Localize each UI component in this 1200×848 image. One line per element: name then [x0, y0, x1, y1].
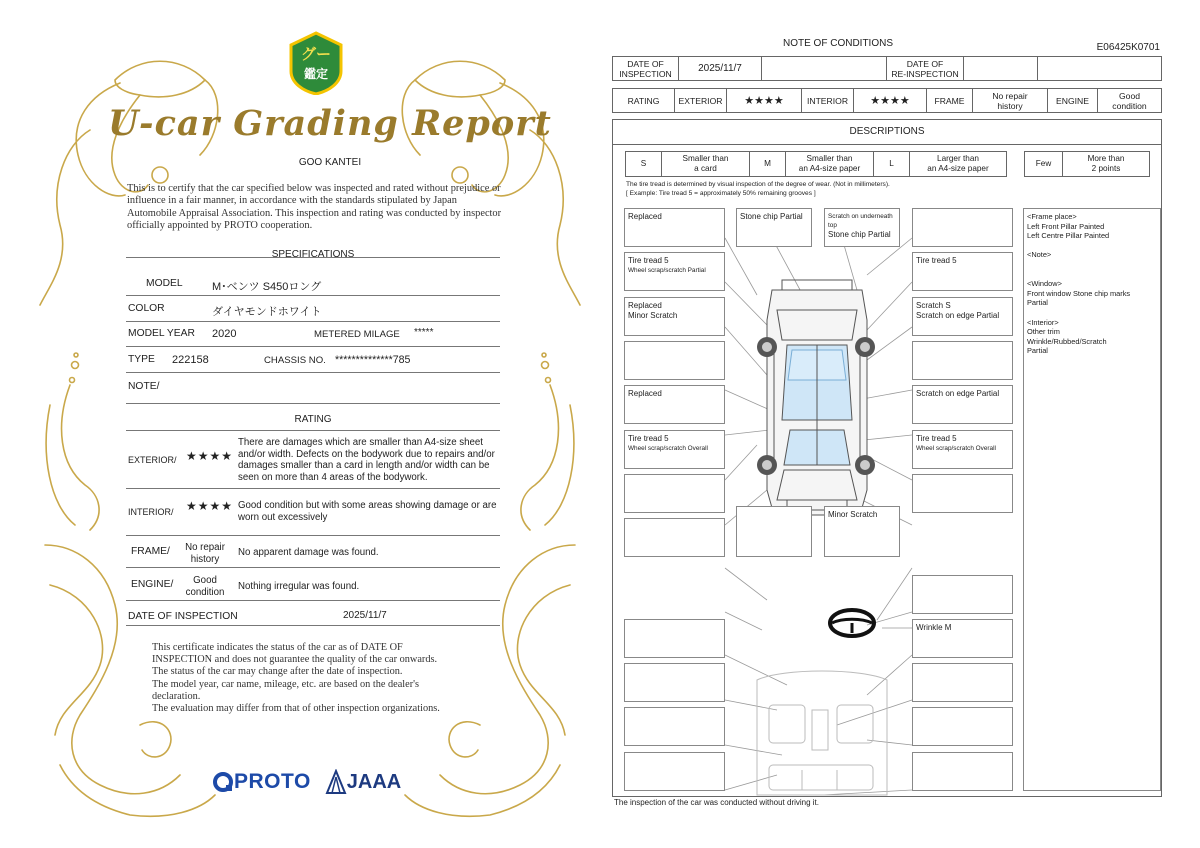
legend-s-text: Smaller than a card: [662, 152, 750, 177]
footer-line: The evaluation may differ from that of other inspection organizations.: [152, 703, 440, 715]
note-line: Left Front Pillar Painted: [1027, 221, 1105, 231]
footer-line: The status of the car may change after the date of inspection.: [152, 666, 403, 678]
reinspection-label: DATE OF RE-INSPECTION: [887, 57, 964, 81]
divider: [126, 430, 500, 431]
color-label: COLOR: [128, 303, 165, 314]
note-label: NOTE/: [128, 381, 160, 392]
proto-logo: [212, 770, 311, 794]
rating-table: [612, 88, 1162, 113]
condition-box: [912, 663, 1013, 702]
exterior-label: EXTERIOR/: [128, 455, 177, 465]
proto-logo-text: PROTO: [234, 770, 311, 793]
note-line: Left Centre Pillar Painted: [1027, 231, 1110, 241]
divider: [126, 403, 500, 404]
empty-cell: [1038, 57, 1162, 81]
frame-label: FRAME: [927, 89, 973, 113]
divider: [126, 295, 500, 296]
jaaa-logo: [325, 769, 401, 795]
condition-box: [912, 208, 1013, 247]
tire-example: [ Example: Tire tread 5 = approximately 50% remaining grooves ]: [626, 190, 816, 197]
reinspection-value: [964, 57, 1038, 81]
steering-wheel-icon: [830, 610, 874, 636]
condition-box: [624, 619, 725, 658]
divider: [126, 567, 500, 568]
divider: [126, 257, 500, 258]
divider: [126, 600, 500, 601]
exterior-stars: ★★★★: [186, 449, 234, 463]
goo-kantei-badge-icon: [287, 31, 345, 95]
condition-box: [624, 518, 725, 557]
rating-label: RATING: [613, 89, 675, 113]
note-line: Wrinkle/Rubbed/Scratch: [1027, 336, 1107, 346]
divider: [126, 488, 500, 489]
condition-box: Tire tread 5: [912, 252, 1013, 291]
legend-s: S: [626, 152, 662, 177]
interior-description: Good condition but with some areas showing damage or are worn out excessively: [238, 500, 497, 523]
exterior-stars: ★★★★: [727, 89, 802, 113]
proto-mark-icon: [212, 771, 234, 793]
jaaa-logo-text: JAAA: [346, 770, 402, 793]
doi-label: DATE OF INSPECTION: [613, 57, 679, 81]
divider: [126, 372, 500, 373]
frame-description: No apparent damage was found.: [238, 547, 379, 558]
frame-label: FRAME/: [131, 546, 170, 557]
interior-label: INTERIOR: [802, 89, 854, 113]
engine-label: ENGINE: [1048, 89, 1098, 113]
footer-line: This certificate indicates the status of the car as of DATE OF: [152, 642, 403, 653]
empty-cell: [762, 57, 887, 81]
date-of-inspection-label: DATE OF INSPECTION: [128, 611, 238, 622]
grading-certificate: [30, 25, 590, 825]
condition-box: [912, 575, 1013, 614]
legend-l-text: Larger than an A4-size paper: [910, 152, 1007, 177]
noc-title: NOTE OF CONDITIONS: [783, 38, 893, 49]
condition-box: Scratch on edge Partial: [912, 385, 1013, 424]
engine-value: Good condition: [185, 575, 225, 598]
doi-value: 2025/11/7: [679, 57, 762, 81]
note-line: [1027, 308, 1157, 318]
condition-box: Tire tread 5 Wheel scrap/scratch Overall: [624, 430, 725, 469]
condition-box: [624, 752, 725, 791]
condition-box: Wrinkle M: [912, 619, 1013, 658]
note-of-conditions: [612, 30, 1164, 820]
divider: [126, 346, 500, 347]
divider: [612, 144, 1162, 145]
certificate-subtitle: GOO KANTEI: [298, 157, 362, 168]
jaaa-mark-icon: [325, 769, 347, 795]
interior-stars: ★★★★: [854, 89, 927, 113]
divider: [126, 535, 500, 536]
rating-heading: RATING: [294, 414, 332, 425]
engine-value: Good condition: [1098, 89, 1162, 113]
footer-line: INSPECTION and does not guarantee the quality of the car onwards.: [152, 654, 438, 666]
type-value: 222158: [172, 354, 209, 366]
few-legend-table: [1024, 151, 1150, 177]
condition-box: [624, 707, 725, 746]
date-of-inspection-value: 2025/11/7: [343, 610, 387, 621]
condition-box: Tire tread 5 Wheel scrap/scratch Partial: [624, 252, 725, 291]
chassis-value: **************785: [335, 354, 411, 366]
chassis-label: CHASSIS NO.: [264, 355, 326, 366]
footer-line: The model year, car name, mileage, etc. are based on the dealer's: [152, 678, 420, 690]
condition-box: Stone chip Partial: [736, 208, 812, 247]
badge-top-text: グー: [300, 45, 332, 63]
condition-box: [912, 474, 1013, 513]
divider: [126, 321, 500, 322]
interior-label: INTERIOR/: [128, 507, 174, 517]
model-year-value: 2020: [212, 328, 237, 340]
interior-outline: [757, 671, 887, 795]
note-line: [1027, 270, 1157, 280]
specifications-heading: SPECIFICATIONS: [271, 249, 355, 260]
note-line: Partial: [1027, 346, 1048, 356]
condition-box: Replaced Minor Scratch: [624, 297, 725, 336]
legend-few: Few: [1025, 152, 1063, 177]
model-value: M･ベンツ S450ロング: [212, 281, 322, 293]
certificate-footer: [152, 642, 502, 715]
note-line: [1027, 260, 1157, 270]
model-label: MODEL: [146, 278, 183, 289]
condition-box: Minor Scratch: [824, 506, 900, 557]
note-line: Other trim: [1027, 327, 1060, 337]
mileage-value: *****: [414, 327, 434, 338]
frame-value: No repair history: [185, 542, 225, 565]
condition-box: [624, 474, 725, 513]
footer-line: declaration.: [152, 690, 201, 702]
condition-box: [912, 707, 1013, 746]
type-label: TYPE: [128, 354, 155, 365]
car-body-outline: [767, 280, 867, 515]
frame-value: No repair history: [973, 89, 1048, 113]
condition-box: [736, 506, 812, 557]
note-line: Front window Stone chip marks: [1027, 288, 1131, 298]
badge-bottom-text: 鑑定: [303, 67, 329, 81]
interior-stars: ★★★★: [186, 499, 234, 513]
engine-label: ENGINE/: [131, 579, 174, 590]
tire-note: The tire tread is determined by visual inspection of the degree of wear. (Not in millimeters).: [626, 181, 890, 188]
condition-box: Replaced: [624, 208, 725, 247]
divider: [126, 625, 500, 626]
engine-description: Nothing irregular was found.: [238, 581, 360, 592]
certificate-intro: This is to certify that the car specified below was inspected and rated without prejudice or influence in a fair manner, in accordance with the standards stipulated by Japan Automobile Appraisal Association. This inspection and rating was conducted by inspector officially appointed by PROTO cooperation.: [127, 183, 502, 232]
notes-panel: [1023, 208, 1161, 791]
exterior-description: There are damages which are smaller than A4-size sheet and/or width. Defects on the bodywork due to repairs and/or damages smaller than a card in length and/or width can be seen on more than 4 areas of the bodywork.: [238, 437, 495, 483]
mileage-label: METERED MILAGE: [314, 329, 400, 340]
logos: [212, 767, 401, 797]
condition-box: [912, 752, 1013, 791]
color-value: ダイヤモンドホワイト: [212, 306, 322, 318]
note-line: <Note>: [1027, 250, 1052, 260]
size-legend-table: [625, 151, 1007, 177]
noc-footer: The inspection of the car was conducted without driving it.: [614, 798, 819, 807]
note-line: <Window>: [1027, 279, 1062, 289]
condition-box: [624, 663, 725, 702]
noc-code: E06425K0701: [1096, 42, 1160, 53]
condition-box: [912, 341, 1013, 380]
exterior-label: EXTERIOR: [675, 89, 727, 113]
condition-box: Replaced: [624, 385, 725, 424]
legend-m: M: [750, 152, 786, 177]
descriptions-heading: DESCRIPTIONS: [849, 126, 925, 137]
inspection-date-table: [612, 56, 1162, 81]
model-year-label: MODEL YEAR: [128, 328, 195, 339]
certificate-title: U-car Grading Report: [108, 103, 552, 144]
legend-m-text: Smaller than an A4-size paper: [786, 152, 874, 177]
note-line: [1027, 241, 1157, 251]
condition-box: [624, 341, 725, 380]
note-line: <Frame place>: [1027, 212, 1077, 221]
legend-few-text: More than 2 points: [1063, 152, 1150, 177]
condition-box: Scratch S Scratch on edge Partial: [912, 297, 1013, 336]
condition-box: Scratch on underneath top Stone chip Partial: [824, 208, 900, 247]
note-line: <Interior>: [1027, 317, 1059, 327]
legend-l: L: [874, 152, 910, 177]
note-line: Partial: [1027, 298, 1048, 308]
condition-box: Tire tread 5 Wheel scrap/scratch Overall: [912, 430, 1013, 469]
